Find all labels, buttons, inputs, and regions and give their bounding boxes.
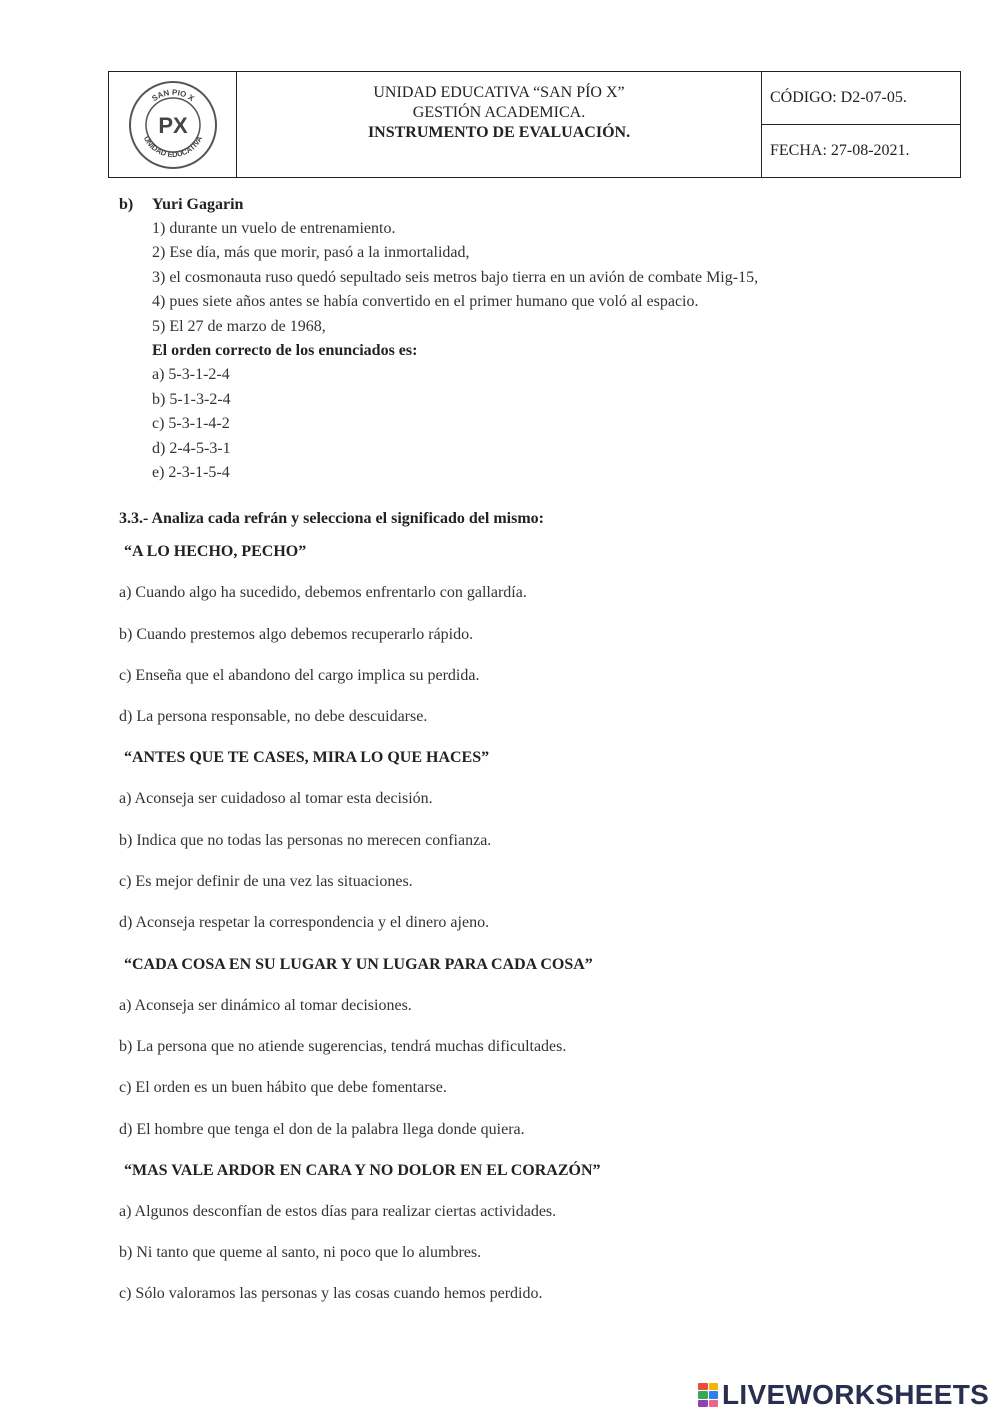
proverb-block — [119, 737, 919, 943]
liveworksheets-brand[interactable] — [698, 1380, 989, 1410]
document-title: INSTRUMENTO DE EVALUACIÓN. — [367, 124, 631, 141]
answer-option[interactable]: e) 2-3-1-5-4 — [152, 463, 230, 481]
brand-tile — [698, 1383, 708, 1390]
header-title-cell — [237, 72, 762, 177]
department-name: GESTIÓN ACADEMICA. — [412, 104, 586, 121]
statement: 1) durante un vuelo de entrenamiento. — [152, 220, 396, 237]
answer-option[interactable]: d) Aconseja respetar la correspondencia y el dinero ajeno. — [119, 914, 490, 932]
brand-name: LIVEWORKSHEETS — [722, 1379, 990, 1410]
section-title: 3.3.- Analiza cada refrán y selecciona el significado del mismo: — [119, 510, 544, 528]
svg-text:UNIDAD EDUCATIVA: UNIDAD EDUCATIVA — [141, 134, 204, 159]
proverb-heading: “MAS VALE ARDOR EN CARA Y NO DOLOR EN EL CORAZÓN” — [124, 1161, 601, 1179]
brand-tile — [698, 1391, 708, 1398]
svg-text:PX: PX — [157, 112, 188, 138]
gagarin-heading — [119, 193, 919, 217]
statement: 5) El 27 de marzo de 1968, — [152, 317, 326, 335]
proverb-block — [119, 1150, 919, 1315]
answer-option[interactable]: b) Cuando prestemos algo debemos recuperarlo rápido. — [119, 625, 474, 643]
statement: 2) Ese día, más que morir, pasó a la inmortalidad, — [152, 244, 470, 262]
proverb-heading: “ANTES QUE TE CASES, MIRA LO QUE HACES” — [124, 749, 490, 767]
liveworksheets-logo-icon — [698, 1383, 718, 1407]
gagarin-letter: b) — [119, 196, 134, 213]
school-name: UNIDAD EDUCATIVA “SAN PÍO X” — [373, 84, 625, 101]
document-header — [108, 71, 961, 178]
answer-option[interactable]: a) Aconseja ser dinámico al tomar decisiones. — [119, 996, 412, 1014]
answer-option[interactable]: a) Cuando algo ha sucedido, debemos enfrentarlo con gallardía. — [119, 584, 527, 602]
answer-option[interactable]: d) El hombre que tenga el don de la palabra llega donde quiera. — [119, 1120, 525, 1138]
answer-option[interactable]: d) La persona responsable, no debe descuidarse. — [119, 708, 428, 726]
answer-option[interactable]: c) 5-3-1-4-2 — [152, 415, 230, 433]
answer-option[interactable]: b) La persona que no atiende sugerencias, tendrá muchas dificultades. — [119, 1037, 567, 1055]
logo-cell — [109, 72, 237, 177]
school-logo-icon — [127, 79, 219, 171]
answer-option[interactable]: c) Sólo valoramos las personas y las cosas cuando hemos perdido. — [119, 1285, 543, 1303]
document-date: FECHA: 27-08-2021. — [770, 142, 910, 159]
answer-option[interactable]: b) Ni tanto que queme al santo, ni poco que lo alumbres. — [119, 1244, 482, 1262]
proverb-heading: “A LO HECHO, PECHO” — [124, 543, 307, 561]
answer-option[interactable]: a) Aconseja ser cuidadoso al tomar esta decisión. — [119, 790, 433, 808]
worksheet-content — [119, 193, 919, 1315]
answer-option[interactable]: c) Es mejor definir de una vez las situaciones. — [119, 873, 413, 891]
answer-option[interactable]: c) El orden es un buen hábito que debe fomentarse. — [119, 1079, 447, 1097]
proverb-block — [119, 944, 919, 1150]
order-question: El orden correcto de los enunciados es: — [152, 341, 418, 359]
gagarin-block — [119, 217, 919, 485]
answer-option[interactable]: b) Indica que no todas las personas no merecen confianza. — [119, 831, 492, 849]
proverb-block — [119, 531, 919, 737]
brand-tile — [709, 1383, 719, 1390]
svg-text:SAN PIO X: SAN PIO X — [149, 87, 196, 103]
proverb-heading: “CADA COSA EN SU LUGAR Y UN LUGAR PARA CADA COSA” — [124, 955, 593, 973]
document-code: CÓDIGO: D2-07-05. — [762, 72, 960, 125]
brand-tile — [709, 1400, 719, 1407]
answer-option[interactable]: d) 2-4-5-3-1 — [152, 439, 231, 457]
statement: 3) el cosmonauta ruso quedó sepultado seis metros bajo tierra en un avión de combate Mig-15, — [152, 268, 759, 286]
statement: 4) pues siete años antes se había convertido en el primer humano que voló al espacio. — [152, 293, 699, 311]
brand-tile — [698, 1400, 708, 1407]
header-meta-cell — [762, 72, 960, 177]
answer-option[interactable]: a) Algunos desconfían de estos días para realizar ciertas actividades. — [119, 1202, 557, 1220]
answer-option[interactable]: c) Enseña que el abandono del cargo implica su perdida. — [119, 666, 480, 684]
gagarin-title: Yuri Gagarin — [152, 196, 244, 213]
answer-option[interactable]: b) 5-1-3-2-4 — [152, 390, 231, 408]
brand-tile — [709, 1391, 719, 1398]
answer-option[interactable]: a) 5-3-1-2-4 — [152, 366, 230, 384]
